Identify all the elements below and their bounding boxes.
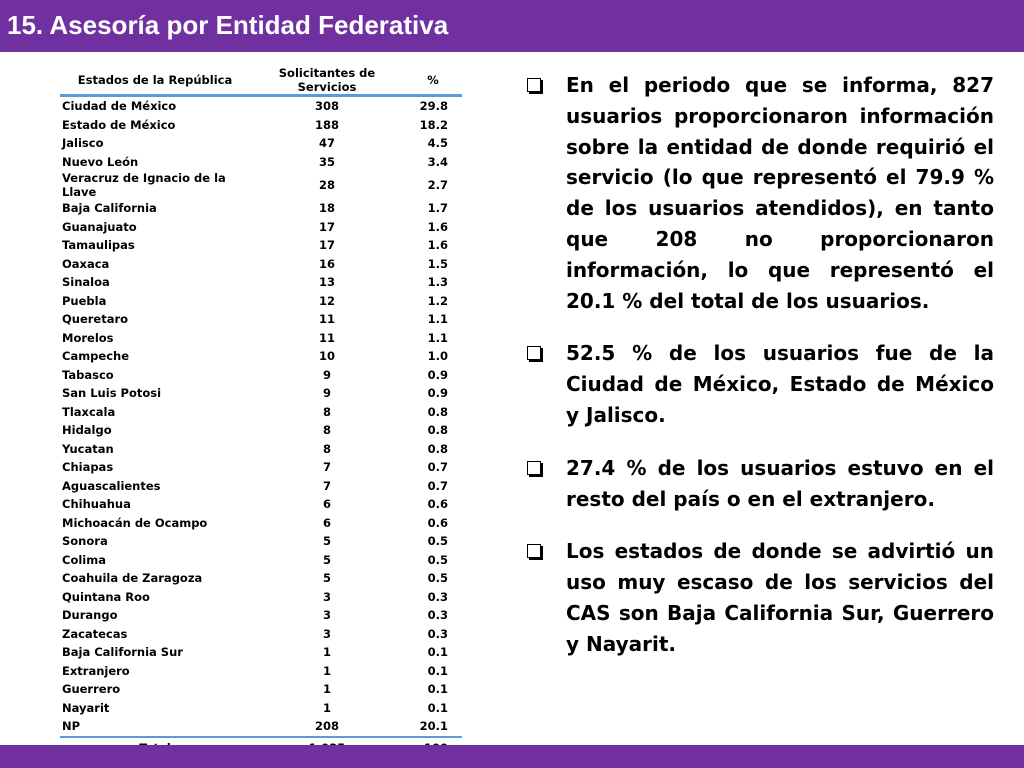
- table-row: [60, 495, 462, 514]
- table-row: [60, 310, 462, 329]
- percent-value: 0.8: [427, 423, 448, 438]
- requester-count: 8: [322, 404, 331, 419]
- table-row: [60, 514, 462, 533]
- table-row: [60, 569, 462, 588]
- percent-value: 1.5: [427, 256, 448, 271]
- table-row: [60, 199, 462, 218]
- table-row: [60, 625, 462, 644]
- requester-count: 1: [322, 663, 331, 678]
- requester-count: 17: [318, 219, 335, 234]
- requester-count: 188: [314, 117, 339, 132]
- checkbox-bullet-icon: [527, 346, 541, 360]
- requester-count: 18: [318, 201, 335, 216]
- state-name: Sonora: [62, 534, 108, 549]
- percent-value: 20.1: [419, 719, 448, 734]
- table-row: [60, 588, 462, 607]
- requester-count: 308: [314, 99, 339, 114]
- table-row: [60, 236, 462, 255]
- percent-value: 2.7: [427, 178, 448, 192]
- requester-count: 12: [318, 293, 335, 308]
- state-name: Tamaulipas: [62, 238, 135, 253]
- percent-value: 0.9: [427, 386, 448, 401]
- percent-value: 1.0: [427, 349, 448, 364]
- table-row: [60, 532, 462, 551]
- percent-value: 0.1: [427, 645, 448, 660]
- table-row: [60, 458, 462, 477]
- bullet-text: 27.4 % de los usuarios estuvo en el resto del país o en el extranjero.: [566, 455, 994, 511]
- requester-count: 1: [322, 700, 331, 715]
- requester-count: 16: [318, 256, 335, 271]
- requester-count: 11: [318, 330, 335, 345]
- state-name: Baja California Sur: [62, 645, 183, 660]
- percent-value: 0.3: [427, 589, 448, 604]
- percent-value: 0.7: [427, 460, 448, 475]
- table-body: [60, 96, 462, 737]
- table-row: [60, 292, 462, 311]
- requester-count: 1: [322, 682, 331, 697]
- percent-value: 0.5: [427, 534, 448, 549]
- requester-count: 3: [322, 626, 331, 641]
- state-name: Puebla: [62, 293, 107, 308]
- state-name: Tabasco: [62, 367, 114, 382]
- requester-count: 13: [318, 275, 335, 290]
- state-name: Yucatan: [62, 441, 114, 456]
- percent-value: 0.5: [427, 571, 448, 586]
- table-row: [60, 662, 462, 681]
- percent-value: 29.8: [419, 99, 448, 114]
- bullet-text: 52.5 % de los usuarios fue de la Ciudad de México, Estado de México y Jalisco.: [566, 341, 994, 427]
- state-name: Zacatecas: [62, 626, 128, 641]
- percent-value: 0.7: [427, 478, 448, 493]
- percent-value: 0.1: [427, 700, 448, 715]
- requester-count: 5: [322, 571, 331, 586]
- states-table: [60, 66, 462, 761]
- percent-value: 1.1: [427, 312, 448, 327]
- header-requesters: Solicitantes de Servicios: [250, 66, 404, 96]
- checkbox-bullet-icon: [527, 78, 541, 92]
- requester-count: 7: [322, 478, 331, 493]
- state-name: Morelos: [62, 330, 114, 345]
- table-row: [60, 96, 462, 116]
- table-row: [60, 680, 462, 699]
- state-name: Veracruz de Ignacio de la Llave: [62, 171, 226, 199]
- table-row: [60, 606, 462, 625]
- requester-count: 208: [314, 719, 339, 734]
- requester-count: 1: [322, 645, 331, 660]
- requester-count: 3: [322, 608, 331, 623]
- state-name: Durango: [62, 608, 118, 623]
- table-row: [60, 347, 462, 366]
- state-name: San Luis Potosi: [62, 386, 162, 401]
- bullet-text: En el periodo que se informa, 827 usuarios proporcionaron información sobre la entidad de donde requirió el servicio (lo que representó el 79.9 % de los usuarios atendidos), en tanto que 208 no proporcionaron información, lo que representó el 20.1 % del total de los usuarios.: [566, 73, 994, 313]
- state-name: Jalisco: [62, 136, 104, 151]
- requester-count: 28: [318, 178, 335, 192]
- table-row: [60, 699, 462, 718]
- requester-count: 9: [322, 386, 331, 401]
- table-row: [60, 218, 462, 237]
- percent-value: 0.5: [427, 552, 448, 567]
- requester-count: 10: [318, 349, 335, 364]
- table-row: [60, 171, 462, 199]
- state-name: Guerrero: [62, 682, 121, 697]
- state-name: Extranjero: [62, 663, 130, 678]
- percent-value: 1.1: [427, 330, 448, 345]
- slide-title: 15. Asesoría por Entidad Federativa: [7, 10, 449, 40]
- requester-count: 3: [322, 589, 331, 604]
- table-row: [60, 153, 462, 172]
- requester-count: 35: [318, 154, 335, 169]
- requester-count: 17: [318, 238, 335, 253]
- percent-value: 0.1: [427, 682, 448, 697]
- state-name: Guanajuato: [62, 219, 137, 234]
- table-row: [60, 384, 462, 403]
- table-row: [60, 643, 462, 662]
- requester-count: 6: [322, 497, 331, 512]
- state-name: Michoacán de Ocampo: [62, 515, 208, 530]
- requester-count: 9: [322, 367, 331, 382]
- percent-value: 0.3: [427, 608, 448, 623]
- percent-value: 4.5: [427, 136, 448, 151]
- percent-value: 0.1: [427, 663, 448, 678]
- state-name: Oaxaca: [62, 256, 110, 271]
- table-row: [60, 477, 462, 496]
- state-name: Baja California: [62, 201, 157, 216]
- table-row: [60, 116, 462, 135]
- requester-count: 11: [318, 312, 335, 327]
- bullet-list: [522, 70, 994, 660]
- bullet-item: [522, 536, 994, 659]
- percent-value: 0.8: [427, 404, 448, 419]
- state-name: NP: [62, 719, 81, 734]
- bullet-item: [522, 70, 994, 316]
- state-name: Estado de México: [62, 117, 176, 132]
- state-name: Queretaro: [62, 312, 129, 327]
- table-row: [60, 255, 462, 274]
- bullet-text: Los estados de donde se advirtió un uso muy escaso de los servicios del CAS son Baja California Sur, Guerrero y Nayarit.: [566, 539, 994, 656]
- requester-count: 7: [322, 460, 331, 475]
- table-row: [60, 134, 462, 153]
- checkbox-bullet-icon: [527, 544, 541, 558]
- header-states: Estados de la República: [60, 66, 250, 96]
- table-row: [60, 440, 462, 459]
- table-row: [60, 717, 462, 737]
- state-name: Chihuahua: [62, 497, 131, 512]
- checkbox-bullet-icon: [527, 461, 541, 475]
- requester-count: 47: [318, 136, 335, 151]
- table-row: [60, 366, 462, 385]
- percent-value: 0.9: [427, 367, 448, 382]
- state-name: Ciudad de México: [62, 99, 177, 114]
- percent-value: 1.6: [427, 238, 448, 253]
- table-header-row: [60, 66, 462, 96]
- requester-count: 5: [322, 534, 331, 549]
- bullet-item: [522, 453, 994, 515]
- percent-value: 18.2: [419, 117, 448, 132]
- state-name: Colima: [62, 552, 106, 567]
- percent-value: 1.2: [427, 293, 448, 308]
- percent-value: 0.6: [427, 497, 448, 512]
- header-bar: [0, 0, 1024, 52]
- state-name: Quintana Roo: [62, 589, 150, 604]
- state-name: Chiapas: [62, 460, 114, 475]
- state-name: Tlaxcala: [62, 404, 116, 419]
- percent-value: 0.3: [427, 626, 448, 641]
- footer-bar: [0, 745, 1024, 768]
- state-name: Nayarit: [62, 700, 110, 715]
- table-row: [60, 273, 462, 292]
- percent-value: 1.7: [427, 201, 448, 216]
- requester-count: 8: [322, 423, 331, 438]
- percent-value: 0.6: [427, 515, 448, 530]
- percent-value: 0.8: [427, 441, 448, 456]
- bullet-item: [522, 338, 994, 430]
- states-table-container: [60, 66, 462, 761]
- table-row: [60, 421, 462, 440]
- state-name: Nuevo León: [62, 154, 139, 169]
- percent-value: 1.3: [427, 275, 448, 290]
- requester-count: 5: [322, 552, 331, 567]
- state-name: Campeche: [62, 349, 130, 364]
- state-name: Sinaloa: [62, 275, 110, 290]
- requester-count: 6: [322, 515, 331, 530]
- state-name: Aguascalientes: [62, 478, 161, 493]
- state-name: Hidalgo: [62, 423, 112, 438]
- percent-value: 1.6: [427, 219, 448, 234]
- percent-value: 3.4: [427, 154, 448, 169]
- header-percent: %: [404, 66, 462, 96]
- state-name: Coahuila de Zaragoza: [62, 571, 203, 586]
- requester-count: 8: [322, 441, 331, 456]
- table-row: [60, 403, 462, 422]
- table-row: [60, 329, 462, 348]
- table-row: [60, 551, 462, 570]
